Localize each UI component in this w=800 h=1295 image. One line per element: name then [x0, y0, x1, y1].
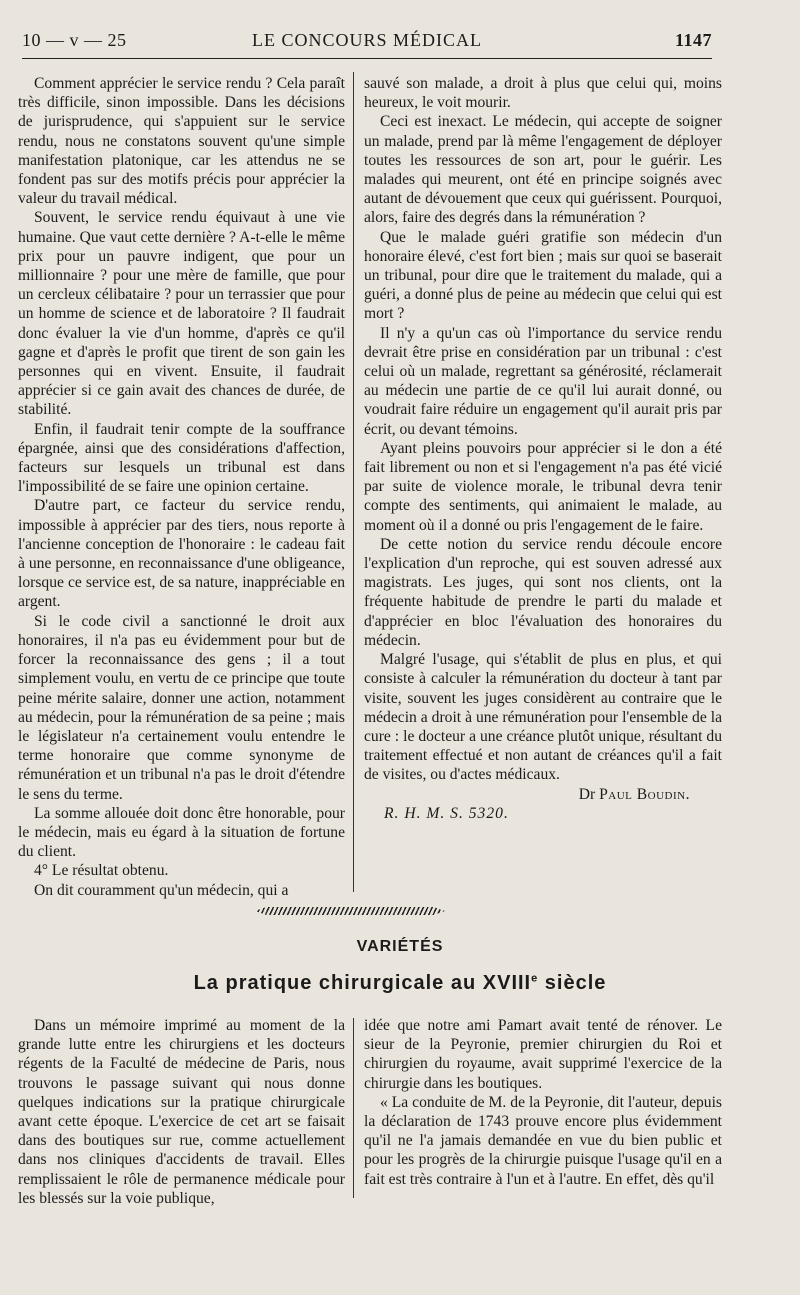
paragraph: Enfin, il faudrait tenir compte de la souffrance épargnée, ainsi que des considérations d'affection, facteurs sur lesquels un tribunal est dans l'impossibilité de se faire une opinion certaine.: [18, 420, 345, 496]
paragraph: « La conduite de M. de la Peyronie, dit l'auteur, depuis la déclaration de 1743 prouve encore plus évidemment qu'il ne l'a jamais demandée en vue du bien public et pour les progrès de la chirurgie puisque l'usage qu'il en a fait est très contraire à l'un et à l'autre. En effet, dès qu'il: [364, 1093, 722, 1188]
column-divider: [353, 72, 354, 892]
header-rule: [22, 58, 712, 59]
column-divider-bottom: [353, 1018, 354, 1198]
paragraph: Il n'y a qu'un cas où l'importance du service rendu devrait être prise en considération par un tribunal : c'est celui où un malade, regrettant sa générosité, réclamerait au médecin une partie de ce qu'il lui aurait donné, ou voudrait faire réduire un engagement qu'il aurait pris par écrit, ou devant témoins.: [364, 324, 722, 438]
paragraph: Ceci est inexact. Le médecin, qui accepte de soigner un malade, prend par là même l'engagement de déployer toutes les ressources de son art, pour le guérir. Les malades qui meurent, ont été en principe soignés avec autant de dévouement que ceux qui guérissent. Pourquoi, alors, faire des degrés dans la rémunération ?: [364, 113, 722, 227]
right-column-bottom: [364, 1016, 722, 1189]
paragraph: De cette notion du service rendu découle encore l'explication d'un reproche, qui est souven adressé aux magistrats. Les juges, qui sont nos clients, ont la fréquente habitude de prendre le parti du malade et d'apprécier en bloc l'évaluation des honoraires du médecin.: [364, 535, 722, 649]
article-title-sup: e: [531, 972, 539, 985]
section-ornament: [255, 907, 445, 915]
section-heading: VARIÉTÉS: [356, 938, 444, 955]
article-title: [0, 972, 800, 995]
page-number: 1147: [674, 30, 712, 50]
paragraph: Comment apprécier le service rendu ? Cela paraît très difficile, sinon impossible. Dans les décisions de jurisprudence, qui s'appuient sur le service rendu, nous ne constatons souvent qu'une simple manifestation platonique, car les attendus ne se fondent pas sur des motifs précis pour apprécier la valeur du travail médical.: [18, 75, 345, 208]
issue-date: 10 — v — 25: [22, 30, 127, 50]
paragraph: D'autre part, ce facteur du service rendu, impossible à apprécier par des tiers, nous reporte à l'ancienne conception de l'honoraire : le cadeau fait à une personne, en reconnaissance d'une obligeance, lorsque ce service est, de sa nature, inappréciable en argent.: [18, 497, 345, 611]
paragraph: Que le malade guéri gratifie son médecin d'un honoraire élevé, c'est fort bien ; mais sur quoi se baserait un tribunal, pour dire que le traitement du malade, qui a guéri, a donné plus de peine au médecin que celui qui est mort ?: [364, 228, 722, 323]
section-subheading: 4° Le résultat obtenu.: [34, 862, 169, 880]
article-title-suffix: siècle: [544, 972, 607, 994]
author-signature: [364, 785, 722, 804]
paragraph: Dans un mémoire imprimé au moment de la grande lutte entre les chirurgiens et les docteurs régents de la Faculté de médecine de Paris, nous trouvons le passage suivant qui nous donne quelques indications sur la pratique chirurgicale avant cette époque. L'exercice de cet art se faisait dans des boutiques sur rue, comme actuellement dans nos cliniques d'accidents de travail. Elles remplissaient le rôle de permanence médicale pour les blessés sur la voie publique,: [18, 1017, 345, 1207]
author-title: Dr: [578, 785, 596, 803]
left-column-bottom: [18, 1016, 345, 1208]
article-title-prefix: La pratique chirurgicale au XVIII: [193, 972, 532, 994]
paragraph: Si le code civil a sanctionné le droit aux honoraires, il n'a pas eu évidemment pour but de forcer la reconnaissance des gens ; il a tout simplement voulu, en vertu de ce principe que toute peine mérite salaire, donner une action, notamment au médecin, pour la rémunération de sa peine ; mais le législateur n'a certainement voulu entendre le terme honoraire que comme synonyme de rémunération et un tribunal n'a pas le droit d'étendre le sens du terme.: [18, 612, 345, 803]
paragraph: Souvent, le service rendu équivaut à une vie humaine. Que vaut cette dernière ? A-t-elle le même prix pour un pauvre indigent, que pour un millionnaire ? pour une mère de famille, que pour un cercleux célibataire ? pour un terrassier que pour un homme de science et de laboratoire ? Il faudrait donc évaluer la vie d'un homme, d'après ce qu'il gagne et d'après le profit que tirent de son gain les personnes qui en vivent. Ensuite, il faudrait apprécier si ce gain avait des chances de durée, de stabilité.: [18, 209, 345, 419]
journal-title: LE CONCOURS MÉDICAL: [251, 30, 482, 50]
author-name: Paul Boudin.: [599, 785, 690, 803]
running-head: [22, 30, 712, 56]
right-column-top: [364, 74, 722, 823]
paragraph-continuation: idée que notre ami Pamart avait tenté de rénover. Le sieur de la Peyronie, premier chirurgien du Roi et chirurgien du royaume, avait supprimé l'exercice de la chirurgie dans les boutiques.: [364, 1017, 722, 1092]
paragraph-continuation: sauvé son malade, a droit à plus que celui qui, moins heureux, le voit mourir.: [364, 75, 722, 112]
paragraph: On dit couramment qu'un médecin, qui a: [34, 881, 289, 899]
paragraph: Ayant pleins pouvoirs pour apprécier si le don a été fait librement ou non et si l'engagement n'a pas été vicié par suite de violence morale, le tribunal devra tenir compte des sentiments, qui animaient le malade, au moment où il a donné ou pris l'engagement de le faire.: [364, 439, 722, 534]
paragraph: Malgré l'usage, qui s'établit de plus en plus, et qui consiste à calculer la rémunération du docteur à tant par visite, souvent les juges considèrent au contraire que le médecin a droit à une rémunération pour l'ensemble de la cure : le docteur a une créance plutôt unique, résultant du traitement effectué et non autant de créances qu'il a fait de visites, ou d'actes médicaux.: [364, 651, 722, 784]
reference-number: R. H. M. S. 5320.: [384, 804, 509, 822]
paragraph: La somme allouée doit donc être honorable, pour le médecin, mais eu égard à la situation de fortune du client.: [18, 804, 345, 861]
left-column-top: [18, 74, 345, 900]
